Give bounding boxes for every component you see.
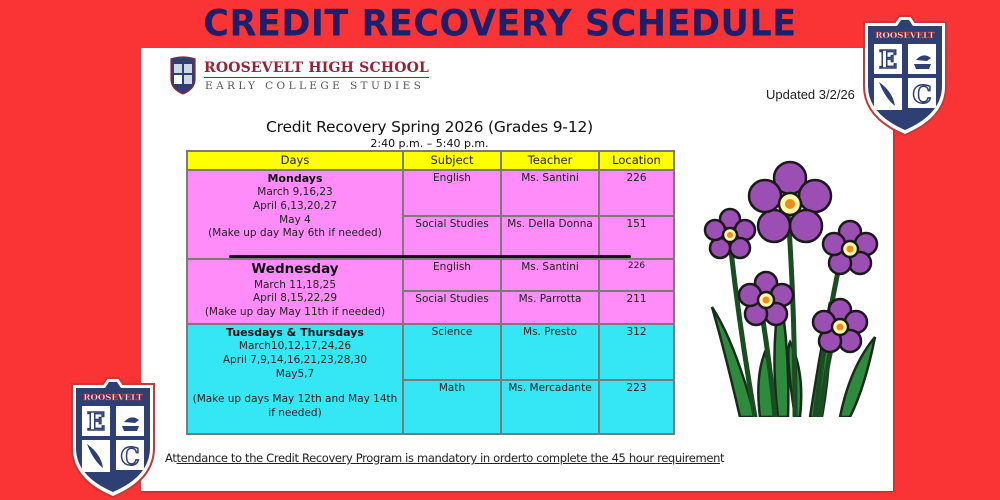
location-cell: 151 xyxy=(599,216,674,259)
location-cell: 223 xyxy=(599,380,674,434)
table-row xyxy=(187,259,674,291)
attendance-note: Attendance to the Credit Recovery Program is mandatory in orderto complete the 45 hour requirement xyxy=(165,451,725,465)
table-row xyxy=(187,170,674,216)
section-divider-line xyxy=(229,255,631,258)
header-location: Location xyxy=(599,151,674,170)
teacher-cell: Ms. Mercadante xyxy=(501,380,599,434)
subject-cell: Social Studies xyxy=(403,291,501,324)
location-cell: 226 xyxy=(599,170,674,216)
teacher-cell: Ms. Presto xyxy=(501,324,599,380)
svg-text:E: E xyxy=(86,407,106,436)
roosevelt-crest-icon-bottom xyxy=(69,376,157,498)
teacher-cell: Ms. Parrotta xyxy=(501,291,599,324)
subject-cell: Social Studies xyxy=(403,216,501,259)
teacher-cell: Ms. Santini xyxy=(501,259,599,291)
school-shield-icon xyxy=(169,55,197,95)
subject-cell: Science xyxy=(403,324,501,380)
svg-text:C: C xyxy=(912,80,932,109)
schedule-time: 2:40 p.m. – 5:40 p.m. xyxy=(370,137,489,150)
location-cell: 211 xyxy=(599,291,674,324)
banner-title: CREDIT RECOVERY SCHEDULE xyxy=(203,3,797,45)
days-cell-tue-thu: Tuesdays & Thursdays March10,12,17,24,26 April 7,9,14,16,21,23,28,30 May5,7 (Make up days May 12th and May 14th if needed) xyxy=(187,324,403,434)
svg-text:C: C xyxy=(120,442,140,471)
header-days: Days xyxy=(187,151,403,170)
subject-cell: English xyxy=(403,259,501,291)
table-row xyxy=(187,324,674,380)
header-subject: Subject xyxy=(403,151,501,170)
days-cell-mondays: Mondays March 9,16,23 April 6,13,20,27 May 4 (Make up day May 6th if needed) xyxy=(187,170,403,259)
school-subtitle: EARLY COLLEGE STUDIES xyxy=(205,80,425,92)
schedule-table xyxy=(186,150,675,435)
teacher-cell: Ms. Santini xyxy=(501,170,599,216)
school-name: ROOSEVELT HIGH SCHOOL xyxy=(204,60,430,76)
roosevelt-crest-icon xyxy=(861,14,949,136)
subject-cell: Math xyxy=(403,380,501,434)
header-teacher: Teacher xyxy=(501,151,599,170)
table-header-row xyxy=(187,151,674,170)
svg-text:ROOSEVELT: ROOSEVELT xyxy=(875,31,935,41)
svg-text:E: E xyxy=(878,45,898,74)
teacher-cell: Ms. Della Donna xyxy=(501,216,599,259)
updated-date: Updated 3/2/26 xyxy=(766,87,855,102)
schedule-title: Credit Recovery Spring 2026 (Grades 9-12) xyxy=(266,118,593,136)
location-cell: 226 xyxy=(599,259,674,291)
flowers-illustration xyxy=(700,152,880,417)
subject-cell: English xyxy=(403,170,501,216)
school-header-logo xyxy=(169,55,430,97)
days-cell-wednesday: Wednesday March 11,18,25 April 8,15,22,29 (Make up day May 11th if needed) xyxy=(187,259,403,324)
location-cell: 312 xyxy=(599,324,674,380)
svg-text:ROOSEVELT: ROOSEVELT xyxy=(83,393,143,403)
